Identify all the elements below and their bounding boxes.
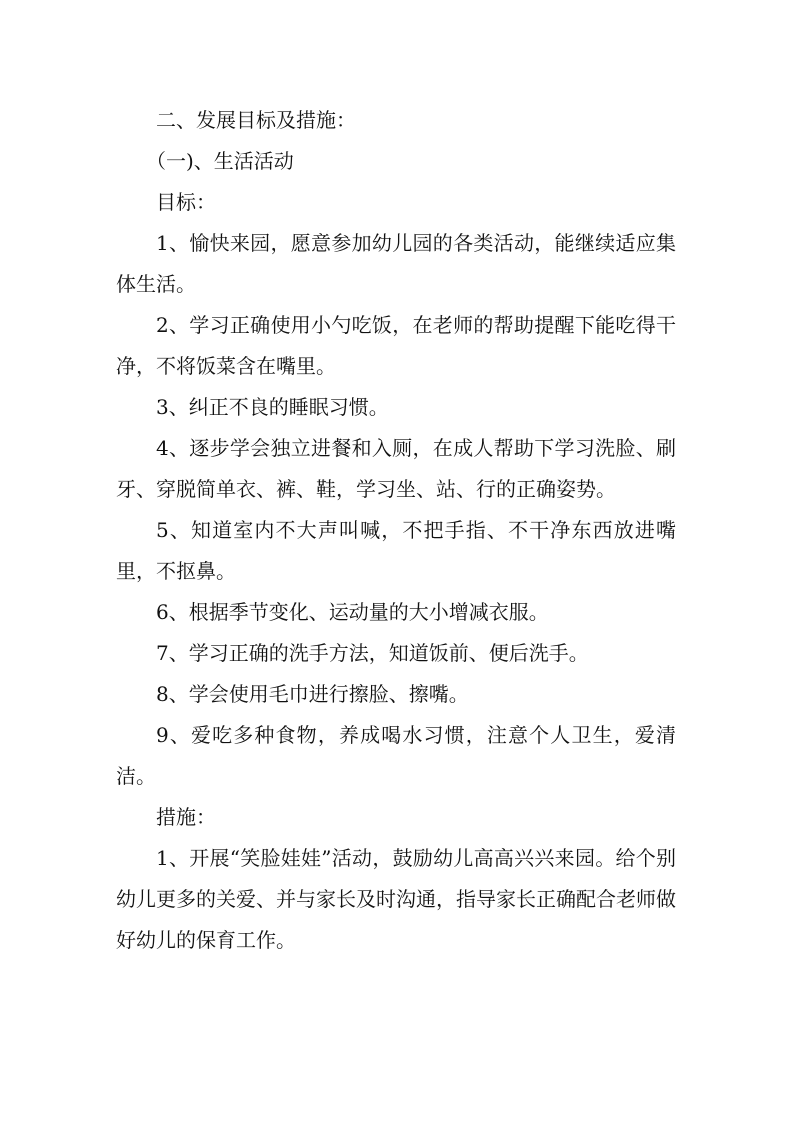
goal-item-9: 9、爱吃多种食物，养成喝水习惯，注意个人卫生，爱清洁。 bbox=[116, 723, 676, 788]
goal-item-8: 8、学会使用毛巾进行擦脸、擦嘴。 bbox=[156, 682, 469, 706]
goal-item-6: 6、根据季节变化、运动量的大小增减衣服。 bbox=[156, 600, 549, 624]
goal-item-2: 2、学习正确使用小勺吃饭，在老师的帮助提醒下能吃得干净，不将饭菜含在嘴里。 bbox=[116, 313, 676, 378]
document-body bbox=[116, 100, 676, 961]
section-heading: 二、发展目标及措施： bbox=[156, 108, 356, 132]
goal-item-1: 1、愉快来园，愿意参加幼儿园的各类活动，能继续适应集体生活。 bbox=[116, 231, 676, 296]
goal-item-4: 4、逐步学会独立进餐和入厕，在成人帮助下学习洗脸、刷牙、穿脱简单衣、裤、鞋，学习坐、站、行的正确姿势。 bbox=[116, 436, 676, 501]
goals-heading: 目标： bbox=[156, 190, 216, 214]
measures-heading: 措施： bbox=[156, 805, 216, 829]
goal-item-3: 3、纠正不良的睡眠习惯。 bbox=[156, 395, 389, 419]
measure-item-1: 1、开展“笑脸娃娃”活动，鼓励幼儿高高兴兴来园。给个别幼儿更多的关爱、并与家长及时沟通，指导家长正确配合老师做好幼儿的保育工作。 bbox=[116, 846, 676, 952]
subsection-heading: （一)、生活活动 bbox=[146, 149, 294, 173]
goal-item-5: 5、知道室内不大声叫喊，不把手指、不干净东西放进嘴里，不抠鼻。 bbox=[116, 518, 676, 583]
goal-item-7: 7、学习正确的洗手方法，知道饭前、便后洗手。 bbox=[156, 641, 589, 665]
